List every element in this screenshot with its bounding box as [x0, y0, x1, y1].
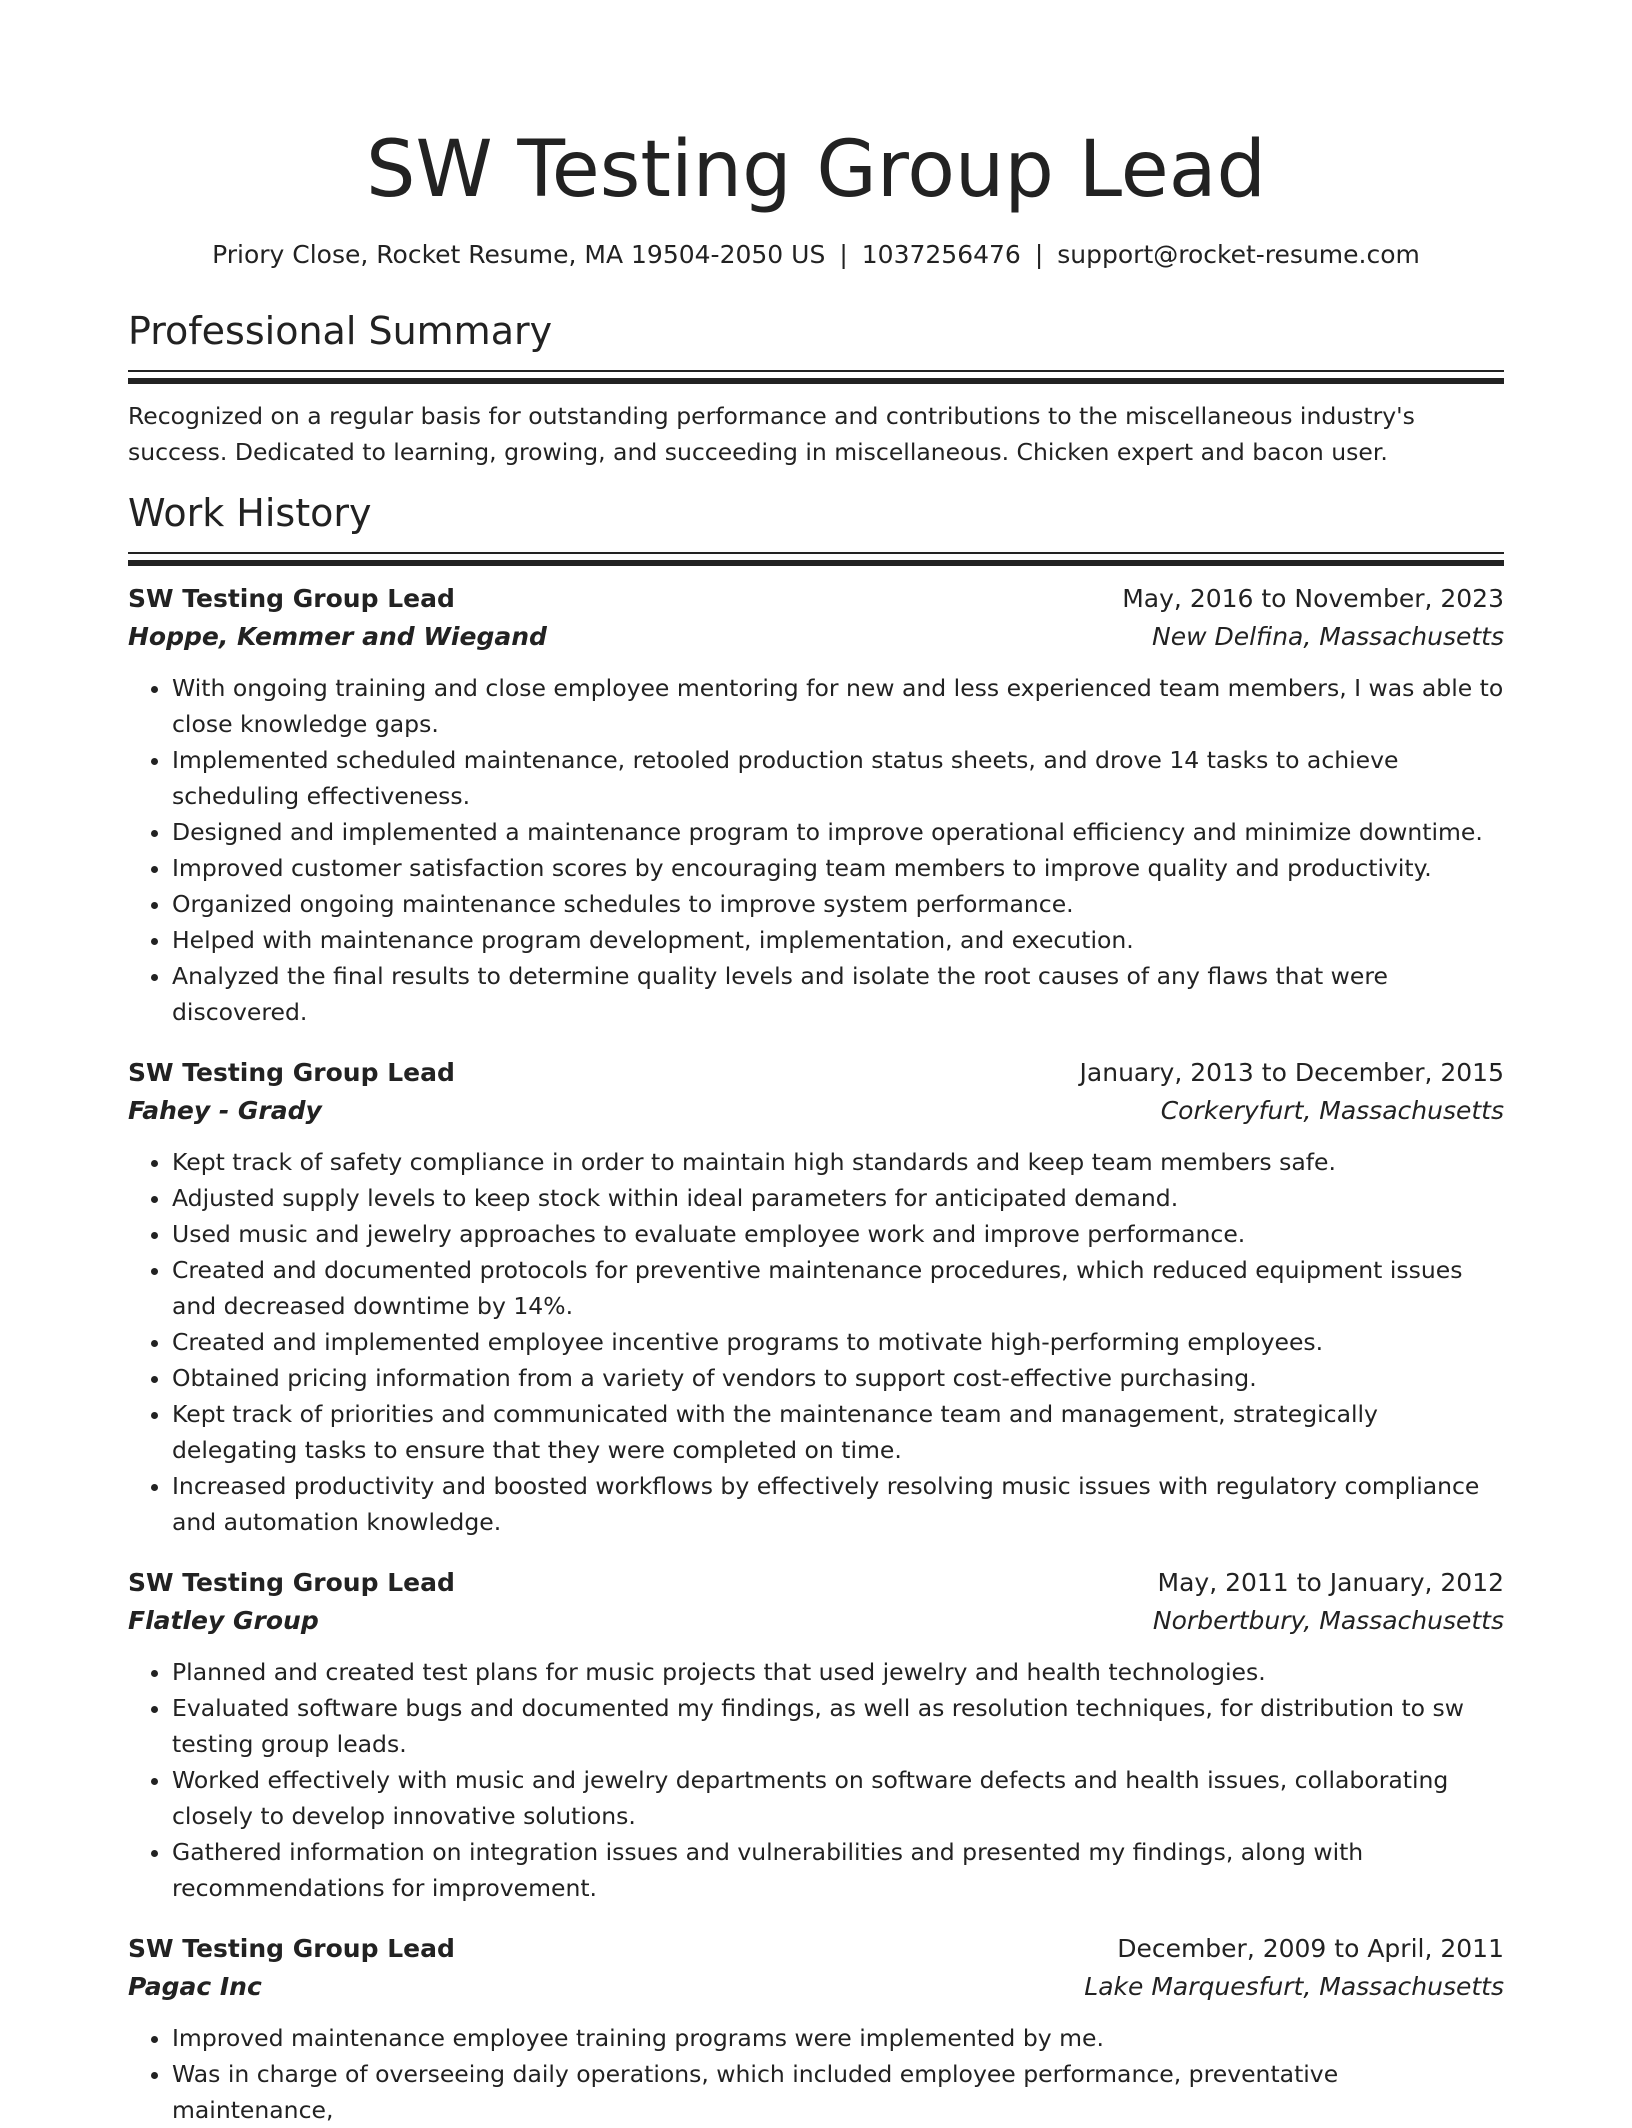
section-divider-thick — [128, 378, 1504, 384]
job-location: Norbertbury, Massachusetts — [1152, 1606, 1504, 1635]
summary-text: Recognized on a regular basis for outstanding performance and contributions to the miscellaneous industry's success. Dedicated to learning, growing, and succeeding in miscellaneous. Chicken expert and bacon user. — [128, 402, 1415, 466]
job-entry — [128, 1930, 1504, 2128]
job-bullet: • Was in charge of overseeing daily operations, which included employee performance, preventative maintenance, — [172, 2056, 1504, 2128]
job-dates: May, 2011 to January, 2012 — [1157, 1568, 1504, 1597]
job-company: Hoppe, Kemmer and Wiegand — [128, 622, 547, 651]
job-bullet: • Helped with maintenance program development, implementation, and execution. — [172, 922, 1504, 958]
job-bullet-list — [128, 1654, 1504, 1906]
job-bullet: • Kept track of safety compliance in order to maintain high standards and keep team members safe. — [172, 1144, 1504, 1180]
job-title: SW Testing Group Lead — [128, 1058, 455, 1087]
contact-separator: | — [1034, 240, 1044, 269]
job-bullet: • Created and implemented employee incentive programs to motivate high-performing employees. — [172, 1324, 1504, 1360]
resume-page — [128, 0, 1504, 2128]
job-dates: May, 2016 to November, 2023 — [1122, 584, 1504, 613]
section-divider — [128, 552, 1504, 554]
job-title: SW Testing Group Lead — [128, 1934, 455, 1963]
job-location: Lake Marquesfurt, Massachusetts — [1084, 1972, 1504, 2001]
job-bullet: • Planned and created test plans for music projects that used jewelry and health technologies. — [172, 1654, 1504, 1690]
job-bullet: • Worked effectively with music and jewelry departments on software defects and health issues, collaborating closely to develop innovative solutions. — [172, 1762, 1504, 1834]
job-location: Corkeryfurt, Massachusetts — [1160, 1096, 1504, 1125]
job-header-row — [128, 580, 1504, 618]
job-bullet: • Improved maintenance employee training programs were implemented by me. — [172, 2020, 1504, 2056]
contact-line — [128, 238, 1504, 272]
job-bullet: • Improved customer satisfaction scores by encouraging team members to improve quality and productivity. — [172, 850, 1504, 886]
section-divider — [128, 370, 1504, 372]
job-entry — [128, 1564, 1504, 1906]
job-entry — [128, 580, 1504, 1030]
job-header-row — [128, 1930, 1504, 1968]
job-bullet: • Implemented scheduled maintenance, retooled production status sheets, and drove 14 tasks to achieve scheduling effectiveness. — [172, 742, 1504, 814]
job-company: Fahey - Grady — [128, 1096, 322, 1125]
job-location: New Delfina, Massachusetts — [1152, 622, 1504, 651]
contact-separator: | — [839, 240, 848, 269]
job-bullet: • Analyzed the final results to determine quality levels and isolate the root causes of any flaws that were discovered. — [172, 958, 1504, 1030]
job-company-row — [128, 618, 1504, 656]
job-title: SW Testing Group Lead — [128, 1568, 455, 1597]
section-divider-thick — [128, 560, 1504, 566]
job-entry — [128, 1054, 1504, 1540]
job-bullet: • Gathered information on integration issues and vulnerabilities and presented my findings, along with recommendations for improvement. — [172, 1834, 1504, 1906]
contact-email: support@rocket-resume.com — [1057, 240, 1420, 269]
job-bullet: • Increased productivity and boosted workflows by effectively resolving music issues with regulatory compliance and automation knowledge. — [172, 1468, 1504, 1540]
job-bullet: • Organized ongoing maintenance schedules to improve system performance. — [172, 886, 1504, 922]
resume-name-title: SW Testing Group Lead — [365, 125, 1267, 215]
section-heading-work-history: Work History — [128, 491, 372, 535]
work-history-section — [128, 488, 1504, 2128]
job-company: Flatley Group — [128, 1606, 319, 1635]
section-heading-summary: Professional Summary — [128, 309, 553, 353]
job-company: Pagac Inc — [128, 1972, 262, 2001]
professional-summary-section — [128, 306, 1504, 470]
job-dates: December, 2009 to April, 2011 — [1117, 1934, 1504, 1963]
job-bullet-list — [128, 670, 1504, 1030]
job-bullet: • Used music and jewelry approaches to evaluate employee work and improve performance. — [172, 1216, 1504, 1252]
job-bullet: • Evaluated software bugs and documented my findings, as well as resolution techniques, for distribution to sw testing group leads. — [172, 1690, 1504, 1762]
job-bullet: • Created and documented protocols for preventive maintenance procedures, which reduced equipment issues and decreased downtime by 14%. — [172, 1252, 1504, 1324]
job-header-row — [128, 1564, 1504, 1602]
job-bullet: • Designed and implemented a maintenance program to improve operational efficiency and minimize downtime. — [172, 814, 1504, 850]
job-bullet: • Adjusted supply levels to keep stock within ideal parameters for anticipated demand. — [172, 1180, 1504, 1216]
job-title: SW Testing Group Lead — [128, 584, 455, 613]
contact-phone: 1037256476 — [861, 240, 1021, 269]
job-bullet-list — [128, 1144, 1504, 1540]
job-dates: January, 2013 to December, 2015 — [1079, 1058, 1504, 1087]
job-bullet: • Kept track of priorities and communicated with the maintenance team and management, strategically delegating tasks to ensure that they were completed on time. — [172, 1396, 1504, 1468]
job-company-row — [128, 1968, 1504, 2006]
job-bullet: • With ongoing training and close employee mentoring for new and less experienced team members, I was able to close knowledge gaps. — [172, 670, 1504, 742]
job-company-row — [128, 1602, 1504, 1640]
job-company-row — [128, 1092, 1504, 1130]
job-header-row — [128, 1054, 1504, 1092]
contact-address: Priory Close, Rocket Resume, MA 19504-2050 US — [212, 240, 826, 269]
job-bullet: • Obtained pricing information from a variety of vendors to support cost-effective purchasing. — [172, 1360, 1504, 1396]
